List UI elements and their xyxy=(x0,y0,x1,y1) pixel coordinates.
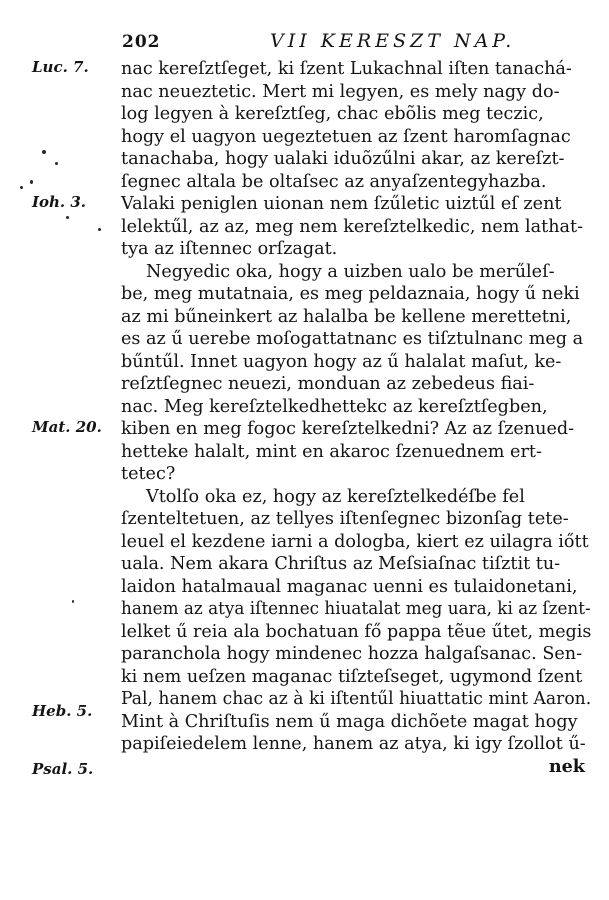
text-line: tanachaba, hogy ualaki iduõzűlni akar, az kereſzt- xyxy=(121,149,565,169)
ink-speck xyxy=(66,216,69,219)
text-line: lelket ű reia ala bochatuan fő pappa tẽue űtet, megis xyxy=(121,621,592,642)
text-line: lelektűl, az az, meg nem kereſztelkedic, nem lathat- xyxy=(121,216,584,237)
text-line: ſegnec altala be oltaſsec az anyaſzentegyhazba. xyxy=(121,171,547,192)
text-line: reſztſegnec neuezi, monduan az zebedeus fiai- xyxy=(121,374,535,394)
text-line: Mint à Chriſtuſis nem ű maga dichõete magat hogy xyxy=(121,711,578,732)
paragraph-start-line: Vtolſo oka ez, hogy az kereſztelkedéſbe fel xyxy=(146,486,525,507)
text-line: ki nem ueſzen maganac tiſzteſseget, ugymond ſzent xyxy=(121,666,583,687)
text-line: hetteke halalt, mint en akaroc ſzenuednem ert- xyxy=(121,441,542,462)
margin-note: Mat. 20. xyxy=(32,418,102,436)
text-line: leuel el kezdene iarni a dologba, kiert ez uilagra iőtt xyxy=(121,531,589,552)
text-line: Pal, hanem chac az à ki iſtentűl hiuattatic mint Aaron. xyxy=(121,689,592,709)
margin-note: Luc. 7. xyxy=(32,58,89,76)
text-line: paranchola hogy mindenec hozza halgaſsanac. Sen- xyxy=(121,644,583,664)
text-line: nac neueztetic. Mert mi legyen, es mely nagy do- xyxy=(121,81,560,102)
text-line: kiben en meg fogoc kereſztelkedni? Az az ſzenued- xyxy=(121,419,575,439)
ink-speck xyxy=(55,162,58,165)
catchword: nek xyxy=(548,755,585,777)
running-title: VII KERESZT NAP. xyxy=(270,30,516,52)
text-line: nac kereſztſeget, ki ſzent Lukachnal iſten tanachá- xyxy=(121,59,572,79)
text-line: hanem az atya iſtennec hiuatalat meg uara, ki az ſzent- xyxy=(121,599,591,619)
ink-speck xyxy=(42,150,46,154)
page-header xyxy=(112,30,549,56)
text-line: Valaki peniglen uionan nem ſzűletic uiztűl eſ zent xyxy=(121,194,562,214)
text-line: tya az iſtennec orſzagat. xyxy=(121,239,338,259)
body-text xyxy=(121,58,591,778)
text-line: nac. Meg kereſztelkedhettekc az kereſztſegben, xyxy=(121,396,548,417)
text-line: papiſeiedelem lenne, hanem az atya, ki igy ſzollot ű- xyxy=(121,734,586,754)
margin-note: Psal. 5. xyxy=(32,760,94,778)
text-line: log legyen à kereſztſeg, chac ebõlis meg teczic, xyxy=(121,104,544,124)
ink-speck xyxy=(20,186,23,189)
text-line: laidon hatalmaual maganac uenni es tulaidonetani, xyxy=(121,576,578,597)
text-line: bűntűl. Innet uagyon hogy az ű halalat maſut, ke- xyxy=(121,351,562,372)
margin-note: Heb. 5. xyxy=(32,702,93,720)
ink-speck xyxy=(72,600,74,603)
text-line: be, meg mutatnaia, es meg peldaznaia, hogy ű neki xyxy=(121,284,580,304)
ink-speck xyxy=(98,228,101,231)
ink-speck xyxy=(30,180,33,184)
margin-note: Ioh. 3. xyxy=(32,193,87,211)
text-line: tetec? xyxy=(121,464,176,484)
page-number: 202 xyxy=(122,32,161,52)
text-line: az mi bűneinkert az halalba be kellene merettetni, xyxy=(121,306,572,327)
paragraph-start-line: Negyedic oka, hogy a uizben ualo be merűleſ- xyxy=(146,261,555,282)
text-line: hogy el uagyon uegeztetuen az ſzent haromſagnac xyxy=(121,126,571,147)
text-line: ſzenteltetuen, az tellyes iſtenſegnec bizonſag tete- xyxy=(121,509,569,529)
text-line: es az ű uerebe moſogattatnanc es tiſztulnanc meg a xyxy=(121,329,584,349)
text-line: uala. Nem akara Chriſtus az Meſsiaſnac tiſztit tu- xyxy=(121,554,561,574)
